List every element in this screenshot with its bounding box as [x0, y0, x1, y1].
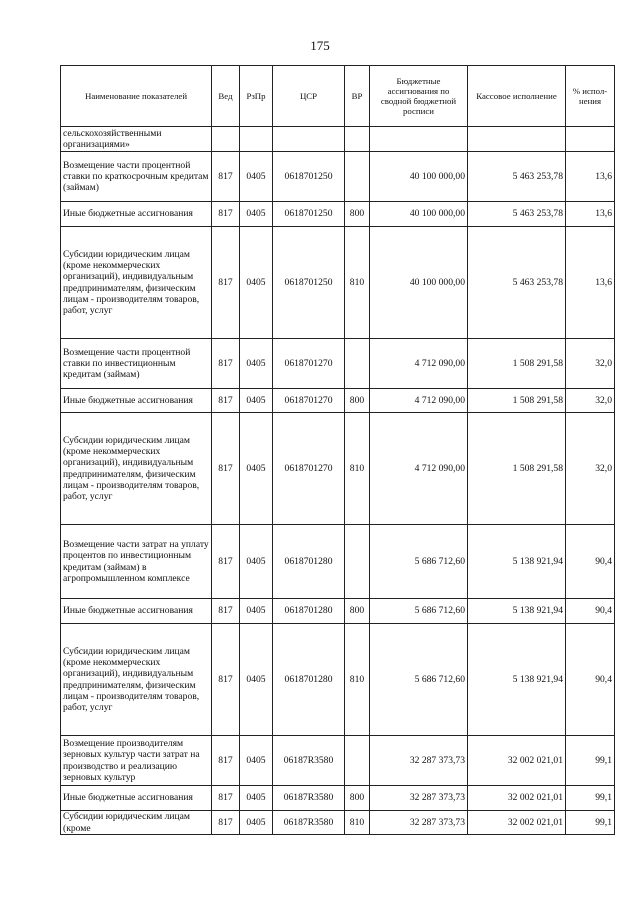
cell-ved: 817	[212, 202, 240, 227]
cell-name: Субсидии юридическим лицам (кроме некоммерческих организаций), индивидуальным предпринимателям, физическим лицам - производителям товаров, работ, услуг	[61, 413, 212, 525]
cell-cash: 1 508 291,58	[468, 389, 566, 413]
cell-rzpr	[240, 127, 273, 152]
cell-name: Возмещение производителям зерновых культур части затрат на производство и реализацию зерновых культур	[61, 736, 212, 786]
cell-ved: 817	[212, 599, 240, 624]
cell-assigned: 40 100 000,00	[370, 152, 468, 202]
cell-percent: 13,6	[566, 202, 615, 227]
cell-cash: 1 508 291,58	[468, 413, 566, 525]
cell-cash: 5 463 253,78	[468, 227, 566, 339]
cell-percent: 13,6	[566, 227, 615, 339]
cell-csr: 06187R3580	[273, 811, 345, 835]
cell-cash: 5 138 921,94	[468, 624, 566, 736]
cell-name: Субсидии юридическим лицам (кроме некоммерческих организаций), индивидуальным предпринимателям, физическим лицам - производителям товаров, работ, услуг	[61, 227, 212, 339]
cell-vr	[345, 339, 370, 389]
cell-vr: 800	[345, 389, 370, 413]
cell-rzpr: 0405	[240, 599, 273, 624]
table-row	[61, 127, 615, 152]
cell-rzpr: 0405	[240, 339, 273, 389]
cell-percent: 32,0	[566, 339, 615, 389]
page-number: 175	[310, 38, 330, 53]
cell-csr: 0618701270	[273, 389, 345, 413]
cell-ved: 817	[212, 389, 240, 413]
cell-vr: 810	[345, 811, 370, 835]
cell-name: сельскохозяйственными организациями»	[61, 127, 212, 152]
cell-ved: 817	[212, 339, 240, 389]
cell-ved	[212, 127, 240, 152]
cell-ved: 817	[212, 525, 240, 599]
cell-ved: 817	[212, 227, 240, 339]
cell-csr: 0618701280	[273, 624, 345, 736]
header-ved: Вед	[212, 66, 240, 127]
cell-name: Иные бюджетные ассигнования	[61, 786, 212, 811]
budget-execution-table	[60, 65, 615, 835]
header-vr: ВР	[345, 66, 370, 127]
cell-percent: 32,0	[566, 413, 615, 525]
cell-cash: 5 138 921,94	[468, 599, 566, 624]
cell-assigned: 5 686 712,60	[370, 525, 468, 599]
table-row	[61, 152, 615, 202]
cell-csr: 06187R3580	[273, 736, 345, 786]
cell-percent	[566, 127, 615, 152]
cell-cash: 5 463 253,78	[468, 202, 566, 227]
cell-vr: 810	[345, 413, 370, 525]
cell-ved: 817	[212, 624, 240, 736]
cell-name: Возмещение части процентной ставки по инвестиционным кредитам (займам)	[61, 339, 212, 389]
cell-csr	[273, 127, 345, 152]
cell-vr: 800	[345, 599, 370, 624]
cell-assigned: 40 100 000,00	[370, 202, 468, 227]
cell-percent: 90,4	[566, 599, 615, 624]
cell-rzpr: 0405	[240, 811, 273, 835]
cell-csr: 0618701250	[273, 202, 345, 227]
table-row	[61, 227, 615, 339]
cell-percent: 13,6	[566, 152, 615, 202]
cell-cash	[468, 127, 566, 152]
cell-name: Возмещение части затрат на уплату процентов по инвестиционным кредитам (займам) в агропромышленном комплексе	[61, 525, 212, 599]
cell-cash: 32 002 021,01	[468, 811, 566, 835]
cell-cash: 32 002 021,01	[468, 786, 566, 811]
table-row	[61, 202, 615, 227]
cell-vr: 810	[345, 227, 370, 339]
cell-vr	[345, 152, 370, 202]
cell-rzpr: 0405	[240, 389, 273, 413]
cell-assigned: 32 287 373,73	[370, 736, 468, 786]
cell-name: Субсидии юридическим лицам (кроме	[61, 811, 212, 835]
cell-rzpr: 0405	[240, 152, 273, 202]
header-percent: % испол-нения	[566, 66, 615, 127]
cell-assigned: 40 100 000,00	[370, 227, 468, 339]
cell-vr	[345, 127, 370, 152]
table-row	[61, 811, 615, 835]
cell-vr	[345, 736, 370, 786]
cell-csr: 06187R3580	[273, 786, 345, 811]
header-assigned: Бюджетные ассигнования по сводной бюджетной росписи	[370, 66, 468, 127]
cell-cash: 5 463 253,78	[468, 152, 566, 202]
cell-rzpr: 0405	[240, 202, 273, 227]
cell-assigned: 32 287 373,73	[370, 811, 468, 835]
header-csr: ЦСР	[273, 66, 345, 127]
cell-percent: 99,1	[566, 736, 615, 786]
cell-rzpr: 0405	[240, 525, 273, 599]
cell-percent: 90,4	[566, 525, 615, 599]
cell-name: Субсидии юридическим лицам (кроме некоммерческих организаций), индивидуальным предпринимателям, физическим лицам - производителям товаров, работ, услуг	[61, 624, 212, 736]
table-row	[61, 736, 615, 786]
cell-assigned: 32 287 373,73	[370, 786, 468, 811]
table-header-row	[61, 66, 615, 127]
cell-rzpr: 0405	[240, 736, 273, 786]
cell-assigned	[370, 127, 468, 152]
table-row	[61, 525, 615, 599]
cell-assigned: 5 686 712,60	[370, 599, 468, 624]
cell-name: Иные бюджетные ассигнования	[61, 202, 212, 227]
cell-csr: 0618701270	[273, 339, 345, 389]
cell-ved: 817	[212, 413, 240, 525]
cell-percent: 99,1	[566, 786, 615, 811]
cell-assigned: 5 686 712,60	[370, 624, 468, 736]
cell-rzpr: 0405	[240, 227, 273, 339]
cell-ved: 817	[212, 152, 240, 202]
cell-assigned: 4 712 090,00	[370, 389, 468, 413]
cell-rzpr: 0405	[240, 786, 273, 811]
cell-percent: 99,1	[566, 811, 615, 835]
cell-assigned: 4 712 090,00	[370, 413, 468, 525]
table-row	[61, 599, 615, 624]
table-row	[61, 339, 615, 389]
cell-cash: 5 138 921,94	[468, 525, 566, 599]
cell-assigned: 4 712 090,00	[370, 339, 468, 389]
cell-ved: 817	[212, 811, 240, 835]
table-row	[61, 413, 615, 525]
cell-vr: 800	[345, 786, 370, 811]
cell-vr: 800	[345, 202, 370, 227]
cell-name: Иные бюджетные ассигнования	[61, 389, 212, 413]
cell-csr: 0618701280	[273, 599, 345, 624]
table-row	[61, 389, 615, 413]
cell-vr	[345, 525, 370, 599]
cell-percent: 32,0	[566, 389, 615, 413]
cell-name: Возмещение части процентной ставки по краткосрочным кредитам (займам)	[61, 152, 212, 202]
cell-csr: 0618701280	[273, 525, 345, 599]
header-name: Наименование показателей	[61, 66, 212, 127]
cell-csr: 0618701250	[273, 152, 345, 202]
cell-csr: 0618701250	[273, 227, 345, 339]
cell-ved: 817	[212, 736, 240, 786]
header-rzpr: РзПр	[240, 66, 273, 127]
cell-rzpr: 0405	[240, 413, 273, 525]
header-cash: Кассовое исполнение	[468, 66, 566, 127]
cell-percent: 90,4	[566, 624, 615, 736]
cell-cash: 32 002 021,01	[468, 736, 566, 786]
cell-cash: 1 508 291,58	[468, 339, 566, 389]
cell-rzpr: 0405	[240, 624, 273, 736]
cell-vr: 810	[345, 624, 370, 736]
table-row	[61, 624, 615, 736]
cell-ved: 817	[212, 786, 240, 811]
table-row	[61, 786, 615, 811]
cell-name: Иные бюджетные ассигнования	[61, 599, 212, 624]
cell-csr: 0618701270	[273, 413, 345, 525]
